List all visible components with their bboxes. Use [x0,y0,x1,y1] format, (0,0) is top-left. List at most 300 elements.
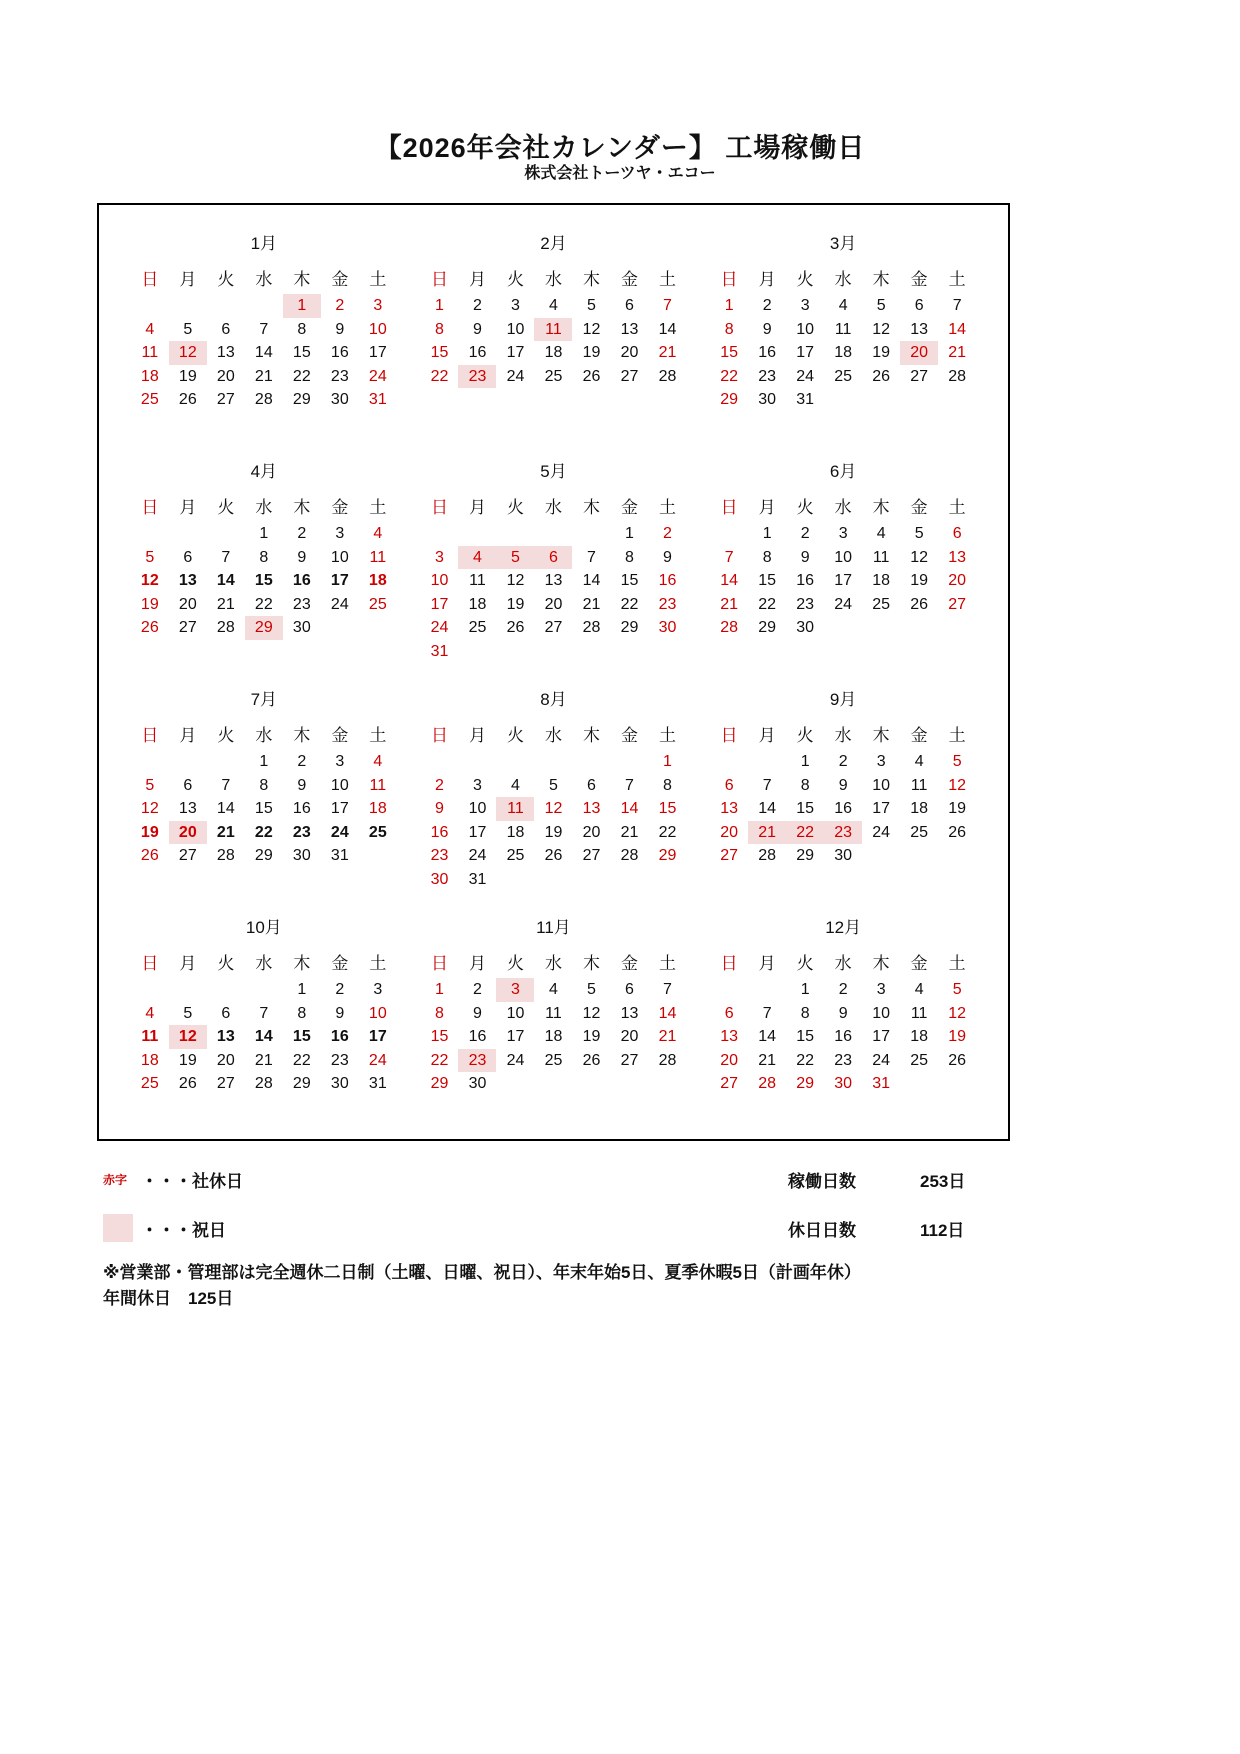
weekday-header: 月 [468,726,486,745]
weekday-header: 水 [255,498,273,517]
day-cell: 25 [140,391,159,408]
weekday-header: 月 [468,498,486,517]
day-cell: 19 [178,1051,197,1069]
day-cell: 21 [748,821,786,845]
day-cell: 8 [663,776,672,794]
day-cell: 3 [511,297,520,314]
day-cell: 8 [297,1004,307,1022]
day-cell: 8 [625,548,634,566]
day-cell: 24 [834,595,853,613]
day-cell: 14 [758,1028,777,1045]
weekday-header: 水 [544,726,562,745]
weekday-header: 日 [720,270,738,289]
day-cell: 17 [796,344,815,361]
empty-cell [534,750,572,774]
working-days-label: 稼働日数 [788,1171,856,1191]
day-cell: 28 [254,1075,273,1092]
empty-cell [207,750,245,774]
empty-cell [207,522,245,546]
day-cell: 7 [663,981,672,998]
day-cell: 13 [620,320,639,338]
legend-pink-key [103,1214,137,1242]
day-cell: 3 [800,297,810,314]
day-cell: 28 [658,1051,677,1069]
weekday-header: 月 [468,270,486,289]
day-cell: 5 [549,776,558,794]
day-cell: 12 [872,320,891,338]
day-cell: 2 [663,525,672,542]
day-cell: 29 [430,1075,449,1092]
month-title: 12月 [825,918,862,937]
weekday-header: 月 [758,726,776,745]
day-cell: 7 [724,548,734,566]
day-cell: 12 [948,776,967,794]
weekday-header: 木 [293,954,311,973]
day-cell: 17 [368,1028,387,1045]
weekday-header: 火 [796,726,814,745]
day-cell: 1 [435,297,444,314]
day-cell: 20 [620,1028,639,1045]
day-cell: 1 [259,753,269,770]
holiday-days-value: 112日 [920,1220,965,1240]
day-cell: 3 [373,981,383,998]
page-subtitle: 株式会社トーツヤ・エコー [524,165,716,182]
day-cell: 23 [458,1049,496,1073]
day-cell: 29 [292,1075,311,1092]
weekday-header: 土 [948,954,966,973]
legend-company-holiday-label: ・・・社休日 [141,1171,243,1191]
working-days-row [788,1163,965,1195]
footer-note-line2: 年間休日 125日 [103,1289,234,1308]
day-cell: 19 [582,1028,601,1045]
day-cell: 27 [178,619,197,636]
day-cell: 2 [297,753,307,770]
month-title: 4月 [250,462,278,481]
day-cell: 22 [658,823,677,841]
legend-company-holiday [103,1163,243,1195]
weekday-header: 金 [910,954,928,973]
day-cell: 9 [297,776,307,794]
empty-cell [245,978,283,1002]
day-cell: 5 [496,546,534,570]
day-cell: 6 [183,776,193,794]
day-cell: 24 [506,1051,525,1069]
day-cell: 7 [587,548,596,566]
day-cell: 26 [178,391,197,408]
day-cell: 16 [292,572,311,589]
day-cell: 23 [292,595,311,613]
empty-cell [169,522,207,546]
day-cell: 15 [796,800,815,817]
empty-cell [131,522,169,546]
day-cell: 13 [178,572,197,589]
day-cell: 6 [952,525,962,542]
day-cell: 20 [544,595,563,613]
day-cell: 5 [183,320,193,338]
day-cell: 25 [910,823,929,841]
day-cell: 20 [216,1051,235,1069]
empty-cell [610,750,648,774]
day-cell: 5 [876,297,886,314]
day-cell: 10 [430,572,449,589]
month-day-grid [710,267,976,412]
day-cell: 12 [140,572,159,589]
day-cell: 8 [259,776,269,794]
day-cell: 3 [496,978,534,1002]
day-cell: 9 [800,548,810,566]
day-cell: 31 [872,1075,891,1092]
day-cell: 19 [140,823,159,841]
weekday-header: 火 [506,270,524,289]
weekday-header: 水 [544,954,562,973]
month-day-grid [131,723,397,868]
day-cell: 29 [720,391,739,408]
day-cell: 1 [724,297,734,314]
empty-cell [572,522,610,546]
day-cell: 14 [582,572,601,589]
day-cell: 9 [838,1004,848,1022]
day-cell: 12 [169,341,207,365]
pink-swatch [103,1214,133,1242]
weekday-header: 土 [369,270,387,289]
day-cell: 29 [796,1075,815,1092]
weekday-header: 金 [910,498,928,517]
month-title: 9月 [829,690,857,709]
weekday-header: 日 [141,498,159,517]
day-cell: 11 [369,548,387,566]
weekday-header: 金 [331,954,349,973]
day-cell: 10 [872,776,891,794]
day-cell: 21 [658,1028,677,1045]
day-cell: 6 [625,297,634,314]
day-cell: 6 [183,548,193,566]
day-cell: 18 [506,823,525,841]
day-cell: 1 [762,525,772,542]
empty-cell [207,978,245,1002]
day-cell: 16 [834,800,853,817]
day-cell: 23 [824,821,862,845]
day-cell: 24 [368,1051,387,1069]
day-cell: 17 [468,823,487,841]
day-cell: 11 [872,548,890,566]
weekday-header: 金 [620,726,638,745]
day-cell: 10 [796,320,815,338]
day-cell: 27 [216,1075,235,1092]
day-cell: 13 [948,548,967,566]
empty-cell [572,750,610,774]
day-cell: 1 [800,753,810,770]
weekday-header: 土 [369,726,387,745]
weekday-header: 火 [506,726,524,745]
day-cell: 28 [620,847,639,864]
weekday-header: 金 [620,270,638,289]
day-cell: 12 [948,1004,967,1022]
month-1 [131,221,397,449]
day-cell: 28 [758,847,777,864]
weekday-header: 日 [720,954,738,973]
empty-cell [131,750,169,774]
day-cell: 2 [335,981,345,998]
day-cell: 22 [786,821,824,845]
month-title: 8月 [540,690,567,709]
day-cell: 16 [330,1028,349,1045]
empty-cell [245,294,283,318]
day-cell: 7 [762,776,772,794]
day-cell: 31 [796,391,815,408]
day-cell: 27 [216,391,235,408]
day-cell: 22 [796,1051,815,1069]
day-cell: 7 [762,1004,772,1022]
day-cell: 29 [658,847,677,864]
day-cell: 14 [658,1004,677,1022]
day-cell: 27 [582,847,601,864]
holiday-days-label: 休日日数 [788,1220,856,1240]
day-cell: 4 [458,546,496,570]
day-cell: 14 [216,800,235,817]
empty-cell [710,978,748,1002]
weekday-header: 月 [179,954,197,973]
footer-note-line1: ※営業部・管理部は完全週休二日制（土曜、日曜、祝日）、年末年始5日、夏季休暇5日（計画年休） [103,1263,861,1282]
day-cell: 16 [468,344,487,361]
day-cell: 5 [587,297,596,314]
day-cell: 10 [368,320,387,338]
day-cell: 21 [620,823,639,841]
day-cell: 30 [468,1075,487,1092]
legend [103,1163,243,1261]
day-cell: 22 [254,823,273,841]
day-cell: 15 [658,800,677,817]
weekday-header: 日 [430,270,448,289]
day-cell: 20 [900,341,938,365]
weekday-header: 木 [582,726,600,745]
day-cell: 17 [872,1028,891,1045]
weekday-header: 水 [544,498,562,517]
day-cell: 16 [758,344,777,361]
weekday-header: 日 [720,498,738,517]
day-cell: 26 [948,1051,967,1069]
empty-cell [131,294,169,318]
legend-red-key [103,1171,137,1188]
empty-cell [710,522,748,546]
weekday-header: 水 [834,270,852,289]
day-cell: 27 [620,367,639,385]
day-cell: 2 [473,297,482,314]
day-cell: 20 [948,572,967,589]
day-cell: 26 [948,823,967,841]
day-cell: 18 [468,595,487,613]
day-cell: 12 [506,572,525,589]
day-cell: 29 [758,619,777,636]
day-cell: 3 [838,525,848,542]
day-cell: 28 [216,847,235,864]
weekday-header: 金 [620,954,638,973]
day-cell: 7 [663,297,672,314]
weekday-header: 土 [658,726,676,745]
red-text-sample: 赤字 [103,1172,128,1187]
day-cell: 9 [297,548,307,566]
day-cell: 1 [435,981,444,998]
weekday-header: 金 [331,270,349,289]
month-4 [131,449,397,677]
day-cell: 4 [549,981,558,998]
day-cell: 21 [720,595,739,613]
day-cell: 31 [330,847,349,864]
day-cell: 24 [330,595,349,613]
day-cell: 10 [506,320,525,338]
day-cell: 14 [658,320,677,338]
day-cell: 14 [948,320,967,338]
day-cell: 25 [368,595,387,613]
legend-national-holiday-label: ・・・祝日 [141,1220,226,1240]
day-cell: 21 [254,1051,273,1069]
weekday-header: 月 [758,270,776,289]
day-cell: 10 [834,548,853,566]
day-cell: 22 [292,367,311,385]
day-cell: 2 [800,525,810,542]
weekday-header: 金 [620,498,638,517]
empty-cell [458,522,496,546]
day-cell: 25 [506,847,525,864]
month-5 [420,449,686,677]
day-cell: 26 [178,1075,197,1092]
day-cell: 26 [582,367,601,385]
day-cell: 26 [910,595,929,613]
day-cell: 16 [658,572,677,589]
day-cell: 25 [544,367,563,385]
month-day-grid [420,951,686,1096]
day-cell: 27 [544,619,563,636]
day-cell: 8 [297,320,307,338]
day-cell: 30 [834,1075,853,1092]
day-cell: 9 [335,1004,345,1022]
weekday-header: 金 [910,726,928,745]
weekday-header: 土 [658,498,676,517]
day-cell: 14 [620,800,639,817]
day-cell: 19 [178,367,197,385]
day-cell: 4 [145,1004,155,1022]
weekday-header: 月 [179,270,197,289]
day-cell: 2 [838,753,848,770]
day-cell: 13 [720,1028,739,1045]
empty-cell [710,750,748,774]
day-cell: 29 [620,619,639,636]
day-cell: 16 [796,572,815,589]
weekday-header: 土 [948,726,966,745]
day-cell: 13 [720,800,739,817]
day-cell: 5 [952,753,962,770]
empty-cell [458,750,496,774]
day-cell: 15 [720,344,739,361]
weekday-header: 日 [430,726,448,745]
weekday-header: 金 [331,498,349,517]
month-day-grid [710,951,976,1096]
weekday-header: 木 [582,954,600,973]
day-cell: 20 [620,344,639,361]
day-cell: 27 [720,847,739,864]
month-title: 3月 [829,234,857,253]
day-cell: 9 [762,320,772,338]
day-cell: 12 [582,1004,601,1022]
day-cell: 31 [468,870,487,888]
day-cell: 23 [330,367,349,385]
day-cell: 24 [796,367,815,385]
day-cell: 8 [724,320,734,338]
day-cell: 8 [800,1004,810,1022]
day-cell: 12 [544,800,563,817]
day-cell: 28 [216,619,235,636]
day-cell: 11 [369,776,387,794]
day-cell: 10 [368,1004,387,1022]
day-cell: 3 [876,981,886,998]
empty-cell [420,750,458,774]
day-cell: 15 [796,1028,815,1045]
day-cell: 25 [910,1051,929,1069]
day-cell: 7 [952,297,962,314]
day-cell: 31 [368,391,387,408]
day-cell: 18 [872,572,891,589]
weekday-header: 日 [430,954,448,973]
day-cell: 4 [373,753,383,770]
day-cell: 13 [216,1028,235,1045]
day-cell: 20 [169,821,207,845]
month-12 [710,905,976,1133]
day-cell: 2 [838,981,848,998]
weekday-header: 火 [217,726,235,745]
day-cell: 19 [910,572,929,589]
day-cell: 1 [283,294,321,318]
day-cell: 6 [914,297,924,314]
day-cell: 10 [330,548,349,566]
day-cell: 4 [511,776,520,794]
month-title: 6月 [829,462,857,481]
day-cell: 21 [254,367,273,385]
day-cell: 2 [762,297,772,314]
day-cell: 4 [876,525,886,542]
day-cell: 21 [216,595,235,613]
day-cell: 16 [330,344,349,361]
empty-cell [534,522,572,546]
day-cell: 9 [663,548,672,566]
month-11 [420,905,686,1133]
weekday-header: 水 [544,270,562,289]
day-cell: 22 [758,595,777,613]
day-cell: 11 [141,1028,159,1045]
day-cell: 3 [435,548,444,566]
day-cell: 23 [430,847,449,864]
empty-cell [748,978,786,1002]
day-cell: 13 [620,1004,639,1022]
weekday-header: 水 [255,726,273,745]
day-cell: 23 [658,595,677,613]
day-cell: 18 [910,1028,929,1045]
day-cell: 17 [872,800,891,817]
day-cell: 9 [473,320,482,338]
day-cell: 14 [720,572,739,589]
day-cell: 5 [145,548,155,566]
stats [788,1163,965,1261]
weekday-header: 水 [834,498,852,517]
day-cell: 25 [140,1075,159,1092]
day-cell: 26 [140,619,159,636]
day-cell: 1 [297,981,307,998]
day-cell: 29 [796,847,815,864]
day-cell: 3 [335,753,345,770]
day-cell: 12 [169,1025,207,1049]
month-day-grid [131,495,397,640]
weekday-header: 水 [255,270,273,289]
month-title: 11月 [536,918,571,937]
day-cell: 28 [658,367,677,385]
